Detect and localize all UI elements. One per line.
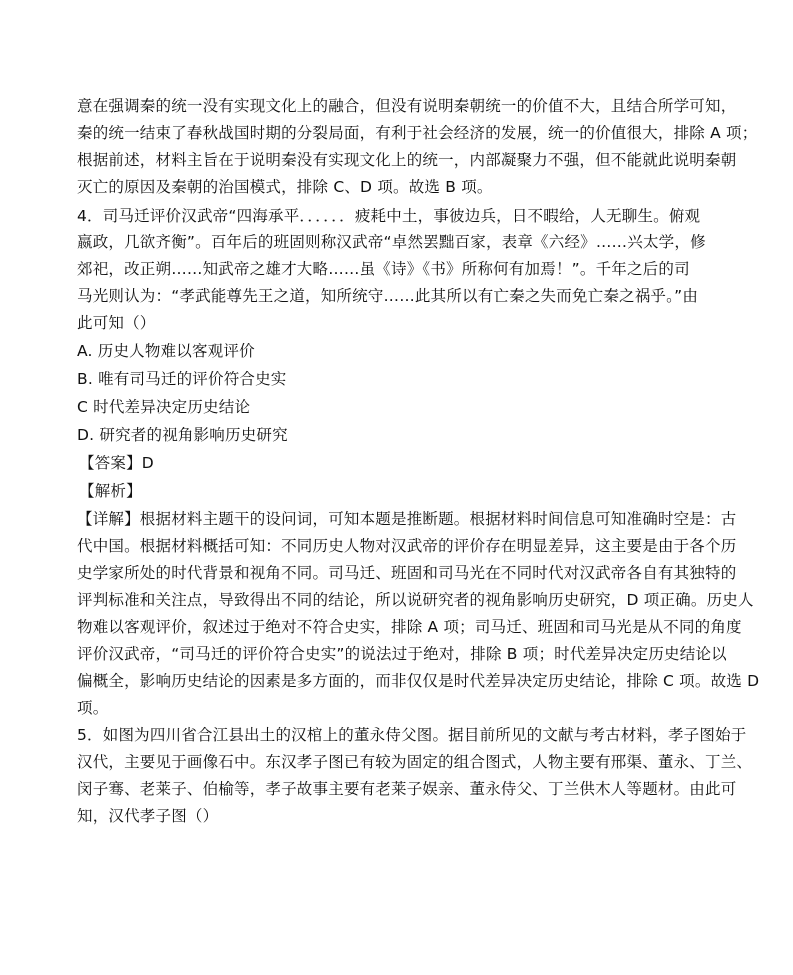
q4-option-d: D. 研究者的视角影响历史研究 <box>77 426 288 444</box>
q4-stem-line-3: 郊祀，改正朔……知武帝之雄才大略……虽《诗》《书》所称何有加焉！”。千年之后的司 <box>77 260 690 278</box>
q4-option-a: A. 历史人物难以客观评价 <box>77 342 255 360</box>
q4-detail-line-7: 偏概全，影响历史结论的因素是多方面的，而非仅仅是时代差异决定历史结论，排除 C 项。故选 D <box>77 672 760 690</box>
q4-option-b: B. 唯有司马迁的评价符合史实 <box>77 370 287 388</box>
q4-stem-line-1: 4．司马迁评价汉武帝“四海承平．．．．．．疲耗中土，事彼边兵，日不暇给，人无聊生。俯观 <box>77 207 701 225</box>
q4-detail-line-6: 评价汉武帝，“司马迁的评价符合史实”的说法过于绝对，排除 B 项；时代差异决定历史结论以 <box>77 645 727 663</box>
q4-detail-line-4: 评判标准和关注点，导致得出不同的结论，所以说研究者的视角影响历史研究，D 项正确。历史人 <box>77 591 754 609</box>
q4-detail-line-3: 史学家所处的时代背景和视角不同。司马迁、班固和司马光在不同时代对汉武帝各自有其独特的 <box>77 564 737 582</box>
q5-stem-line-1: 5．如图为四川省合江县出土的汉棺上的董永侍父图。据目前所见的文献与考古材料，孝子图始于 <box>77 726 747 744</box>
prev-explanation-line-2: 秦的统一结束了春秋战国时期的分裂局面，有利于社会经济的发展，统一的价值很大，排除 A 项； <box>77 124 758 142</box>
prev-explanation-line-1: 意在强调秦的统一没有实现文化上的融合，但没有说明秦朝统一的价值不大，且结合所学可知， <box>77 97 737 115</box>
q4-detail-line-8: 项。 <box>77 699 109 717</box>
q4-stem-line-4: 马光则认为：“孝武能尊先王之道，知所统守……此其所以有亡秦之失而免亡秦之祸乎。”由 <box>77 287 699 305</box>
prev-explanation-line-3: 根据前述，材料主旨在于说明秦没有实现文化上的统一，内部凝聚力不强，但不能就此说明秦朝 <box>77 151 737 169</box>
q4-detail-line-5: 物难以客观评价，叙述过于绝对不符合史实，排除 A 项；司马迁、班固和司马光是从不同的角度 <box>77 618 742 636</box>
q4-detail-line-2: 代中国。根据材料概括可知：不同历史人物对汉武帝的评价存在明显差异，这主要是由于各个历 <box>77 537 737 555</box>
q5-stem-line-4: 知，汉代孝子图（） <box>77 807 219 825</box>
prev-explanation-line-4: 灭亡的原因及秦朝的治国模式，排除 C、D 项。故选 B 项。 <box>77 178 493 196</box>
q5-stem-line-2: 汉代，主要见于画像石中。东汉孝子图已有较为固定的组合图式，人物主要有邢渠、董永、丁兰、 <box>77 753 753 771</box>
q4-analysis-label: 【解析】 <box>79 482 142 500</box>
q4-option-c: C 时代差异决定历史结论 <box>77 398 251 416</box>
q5-stem-line-3: 闵子骞、老莱子、伯榆等，孝子故事主要有老莱子娱亲、董永侍父、丁兰供木人等题材。由此可 <box>77 780 737 798</box>
q4-answer: 【答案】D <box>79 454 154 472</box>
q4-stem-line-5: 此可知（） <box>77 314 156 332</box>
q4-detail-line-1: 【详解】根据材料主题干的设问词，可知本题是推断题。根据材料时间信息可知准确时空是：古 <box>77 510 737 528</box>
q4-stem-line-2: 嬴政，几欲齐衡”。百年后的班固则称汉武帝“卓然罢黜百家，表章《六经》……兴太学，修 <box>77 233 706 251</box>
